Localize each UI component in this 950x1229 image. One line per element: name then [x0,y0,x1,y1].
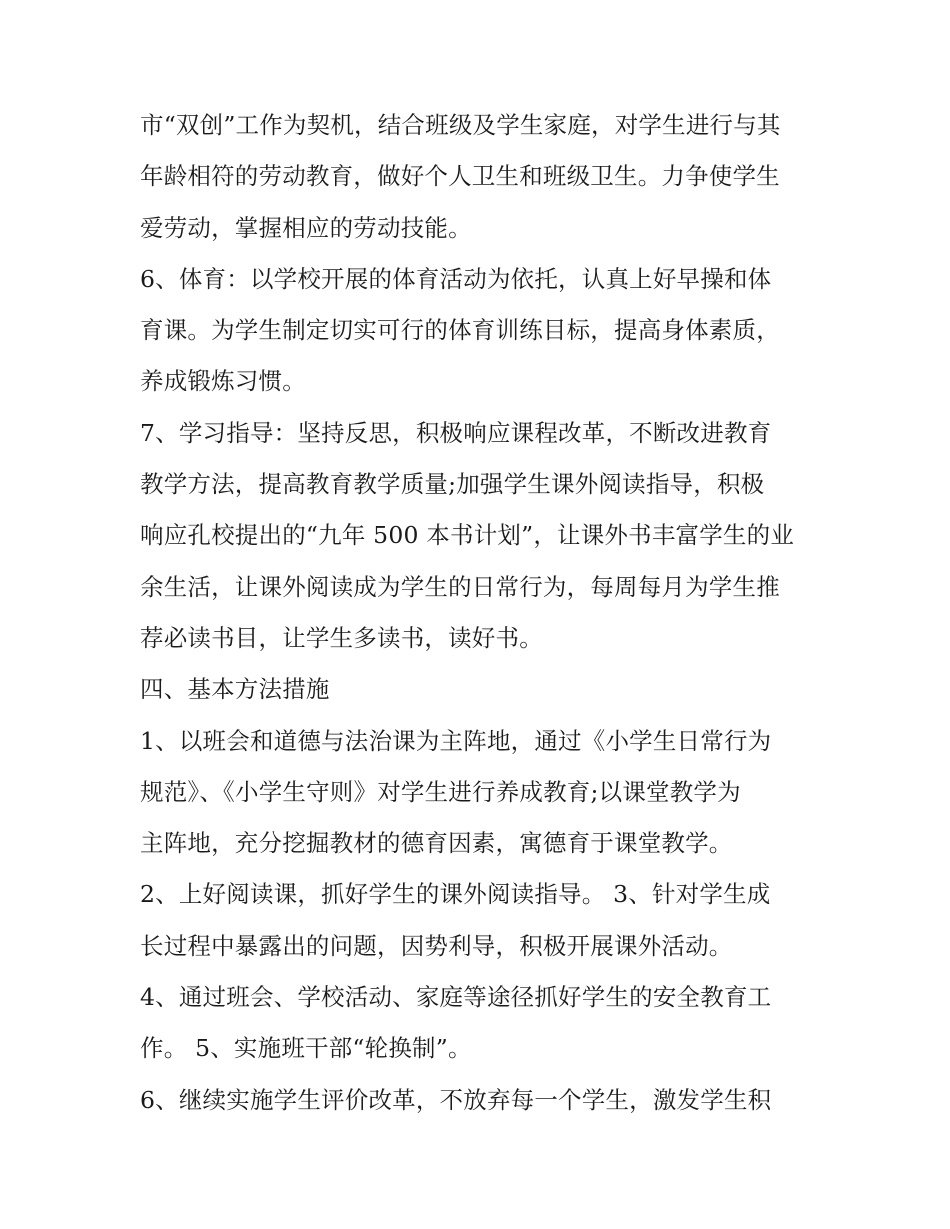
text-line: 7、学习指导：坚持反思，积极响应课程改革，不断改进教育 [140,418,772,447]
text-line: 余生活，让课外阅读成为学生的日常行为，每周每月为学生推 [140,572,780,601]
text-line: 作。 5、实施班干部“轮换制”。 [140,1034,472,1063]
text-line: 养成锻炼习惯。 [140,367,306,396]
text-line: 荐必读书目，让学生多读书，读好书。 [140,623,543,652]
section-heading: 四、基本方法措施 [140,675,330,704]
text-line: 规范》、《小学生守则》对学生进行养成教育;以课堂教学为 [140,777,741,806]
text-line: 主阵地，充分挖掘教材的德育因素，寓德育于课堂教学。 [140,829,733,858]
text-line: 2、上好阅读课，抓好学生的课外阅读指导。 3、针对学生成 [140,880,771,909]
document-body [140,100,820,1126]
text-line: 爱劳动，掌握相应的劳动技能。 [140,213,472,242]
text-line: 市“双创”工作为契机，结合班级及学生家庭，对学生进行与其 [140,111,781,139]
text-line: 4、通过班会、学校活动、家庭等途径抓好学生的安全教育工 [140,983,772,1012]
text-line: 6、体育：以学校开展的体育活动为依托，认真上好早操和体 [140,264,772,293]
text-line: 教学方法，提高教育教学质量;加强学生课外阅读指导，积极 [140,470,765,499]
text-line: 育课。为学生制定切实可行的体育训练目标，提高身体素质， [140,316,780,345]
text-line: 1、以班会和道德与法治课为主阵地，通过《小学生日常行为 [140,726,772,755]
text-line: 长过程中暴露出的问题，因势利导，积极开展课外活动。 [140,931,733,960]
text-line: 响应孔校提出的“九年 500 本书计划”，让课外书丰富学生的业 [140,521,795,550]
text-line: 6、继续实施学生评价改革，不放弃每一个学生，激发学生积 [140,1085,772,1114]
text-line: 年龄相符的劳动教育，做好个人卫生和班级卫生。力争使学生 [140,162,780,191]
